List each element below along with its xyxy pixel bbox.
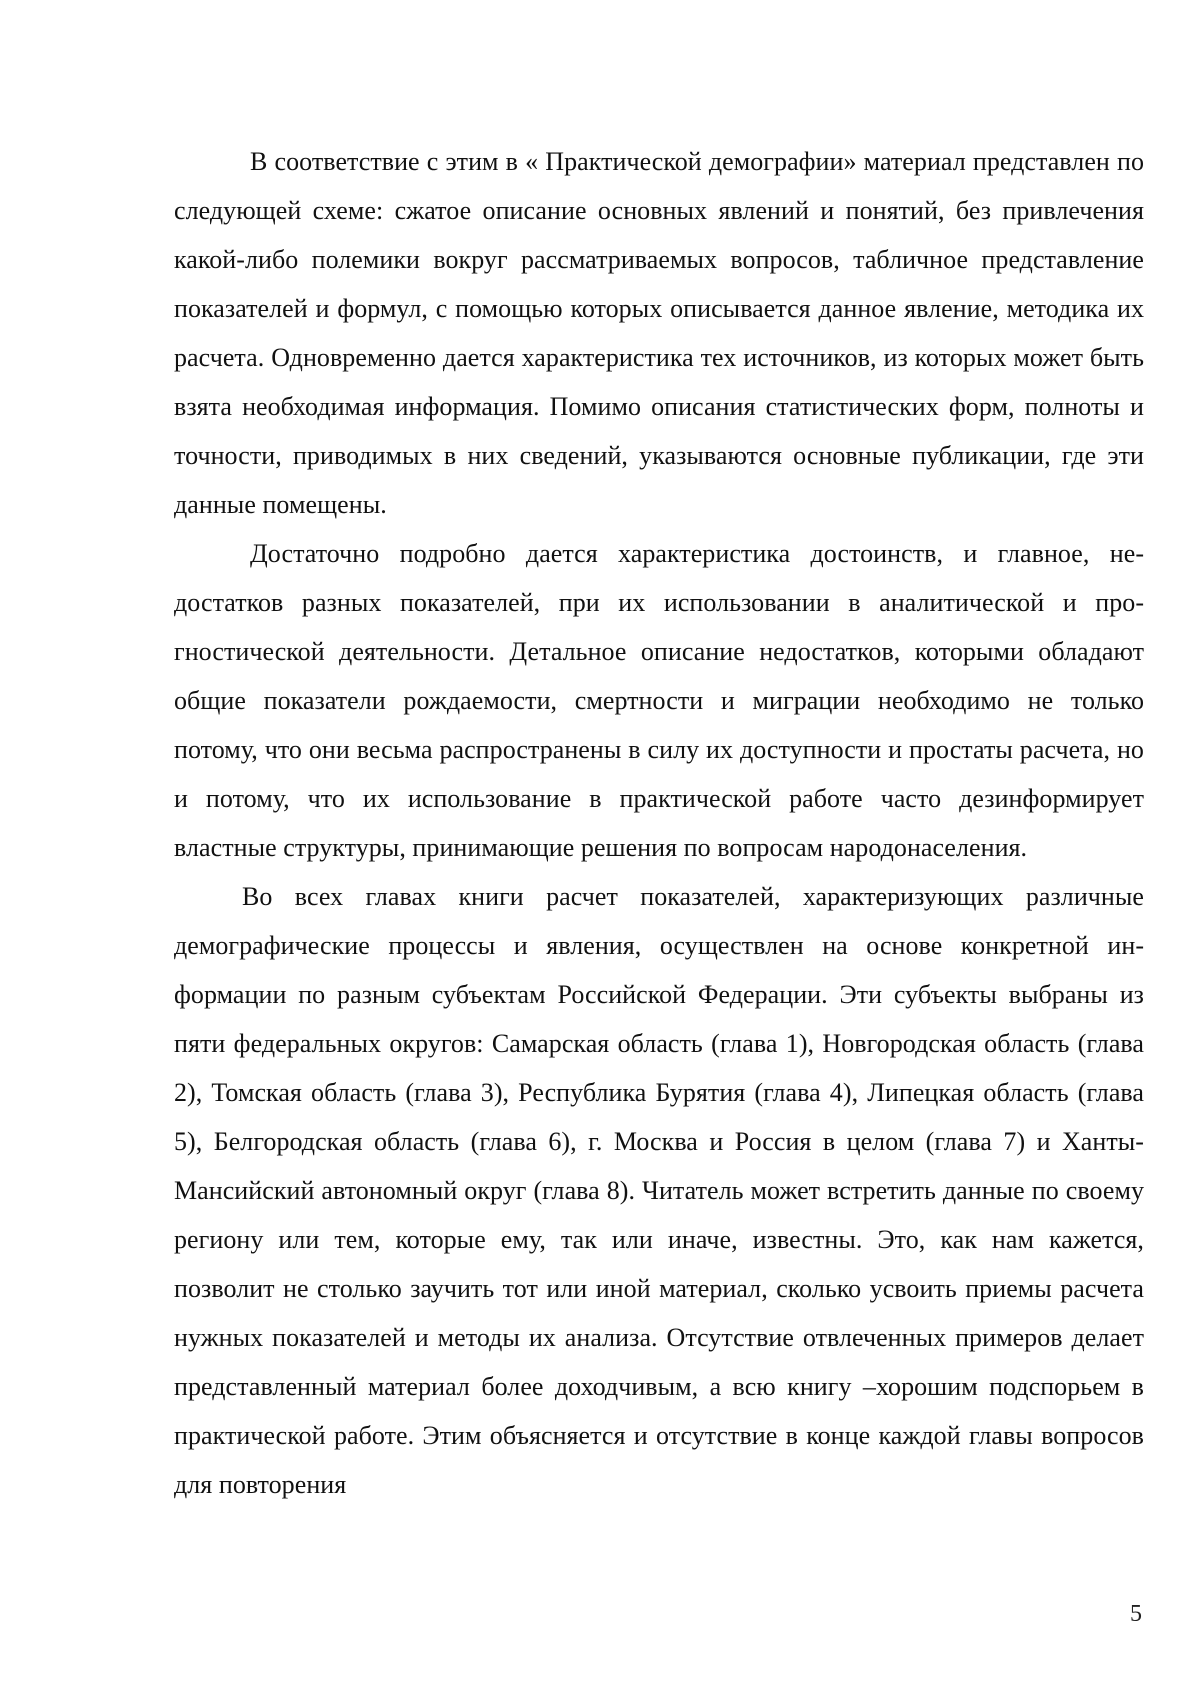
- paragraph-3: Во всех главах книги расчет показателей, характеризующих различные демографические процессы и явления, осуществлен на основе конкретной информации по разным субъектам Российской Федерации. Эти субъекты выбраны из пяти федеральных округов: Самарская область (глава 1), Новгородская область (глава 2), Томская область (глава 3), Республика Бурятия (глава 4), Липецкая область (глава 5), Белгородская область (глава 6), г. Москва и Россия в целом (глава 7) и Ханты-Мансийский автономный округ (глава 8). Читатель может встретить данные по своему региону или тем, которые ему, так или иначе, известны. Это, как нам кажется, позволит не столько заучить тот или иной материал, сколько усвоить приемы расчета нужных показателей и методы их анализа. Отсутствие отвлеченных примеров делает представленный материал более доходчивым, а всю книгу –хорошим подспорьем в практической работе. Этим объясняется и отсутствие в конце каждой главы вопросов для повторения: [174, 882, 1144, 1499]
- paragraph-1: В соответствие с этим в « Практической демографии» материал представлен по следующей схеме: сжатое описание основных явлений и понятий, без привлечения какой-либо полемики вокруг рассматриваемых вопросов, табличное представление показателей и формул, с помощью которых описывается данное явление, методика их расчета. Одновременно дается характеристика тех источников, из которых может быть взята необходимая информация. Помимо описания статистических форм, полноты и точности, приводимых в них сведений, указываются основные публикации, где эти данные помещены.: [174, 147, 1144, 519]
- paragraph-2: Достаточно подробно дается характеристика достоинств, и главное, недостатков разных показателей, при их использовании в аналитической и прогностической деятельности. Детальное описание недостатков, которыми обладают общие показатели рождаемости, смертности и миграции необходимо не только потому, что они весьма распространены в силу их доступности и простаты расчета, но и потому, что их использование в практической работе часто дезинформирует властные структуры, принимающие решения по вопросам народонаселения.: [174, 539, 1144, 862]
- page-number: 5: [1130, 1601, 1142, 1627]
- body-text: [174, 137, 1144, 1509]
